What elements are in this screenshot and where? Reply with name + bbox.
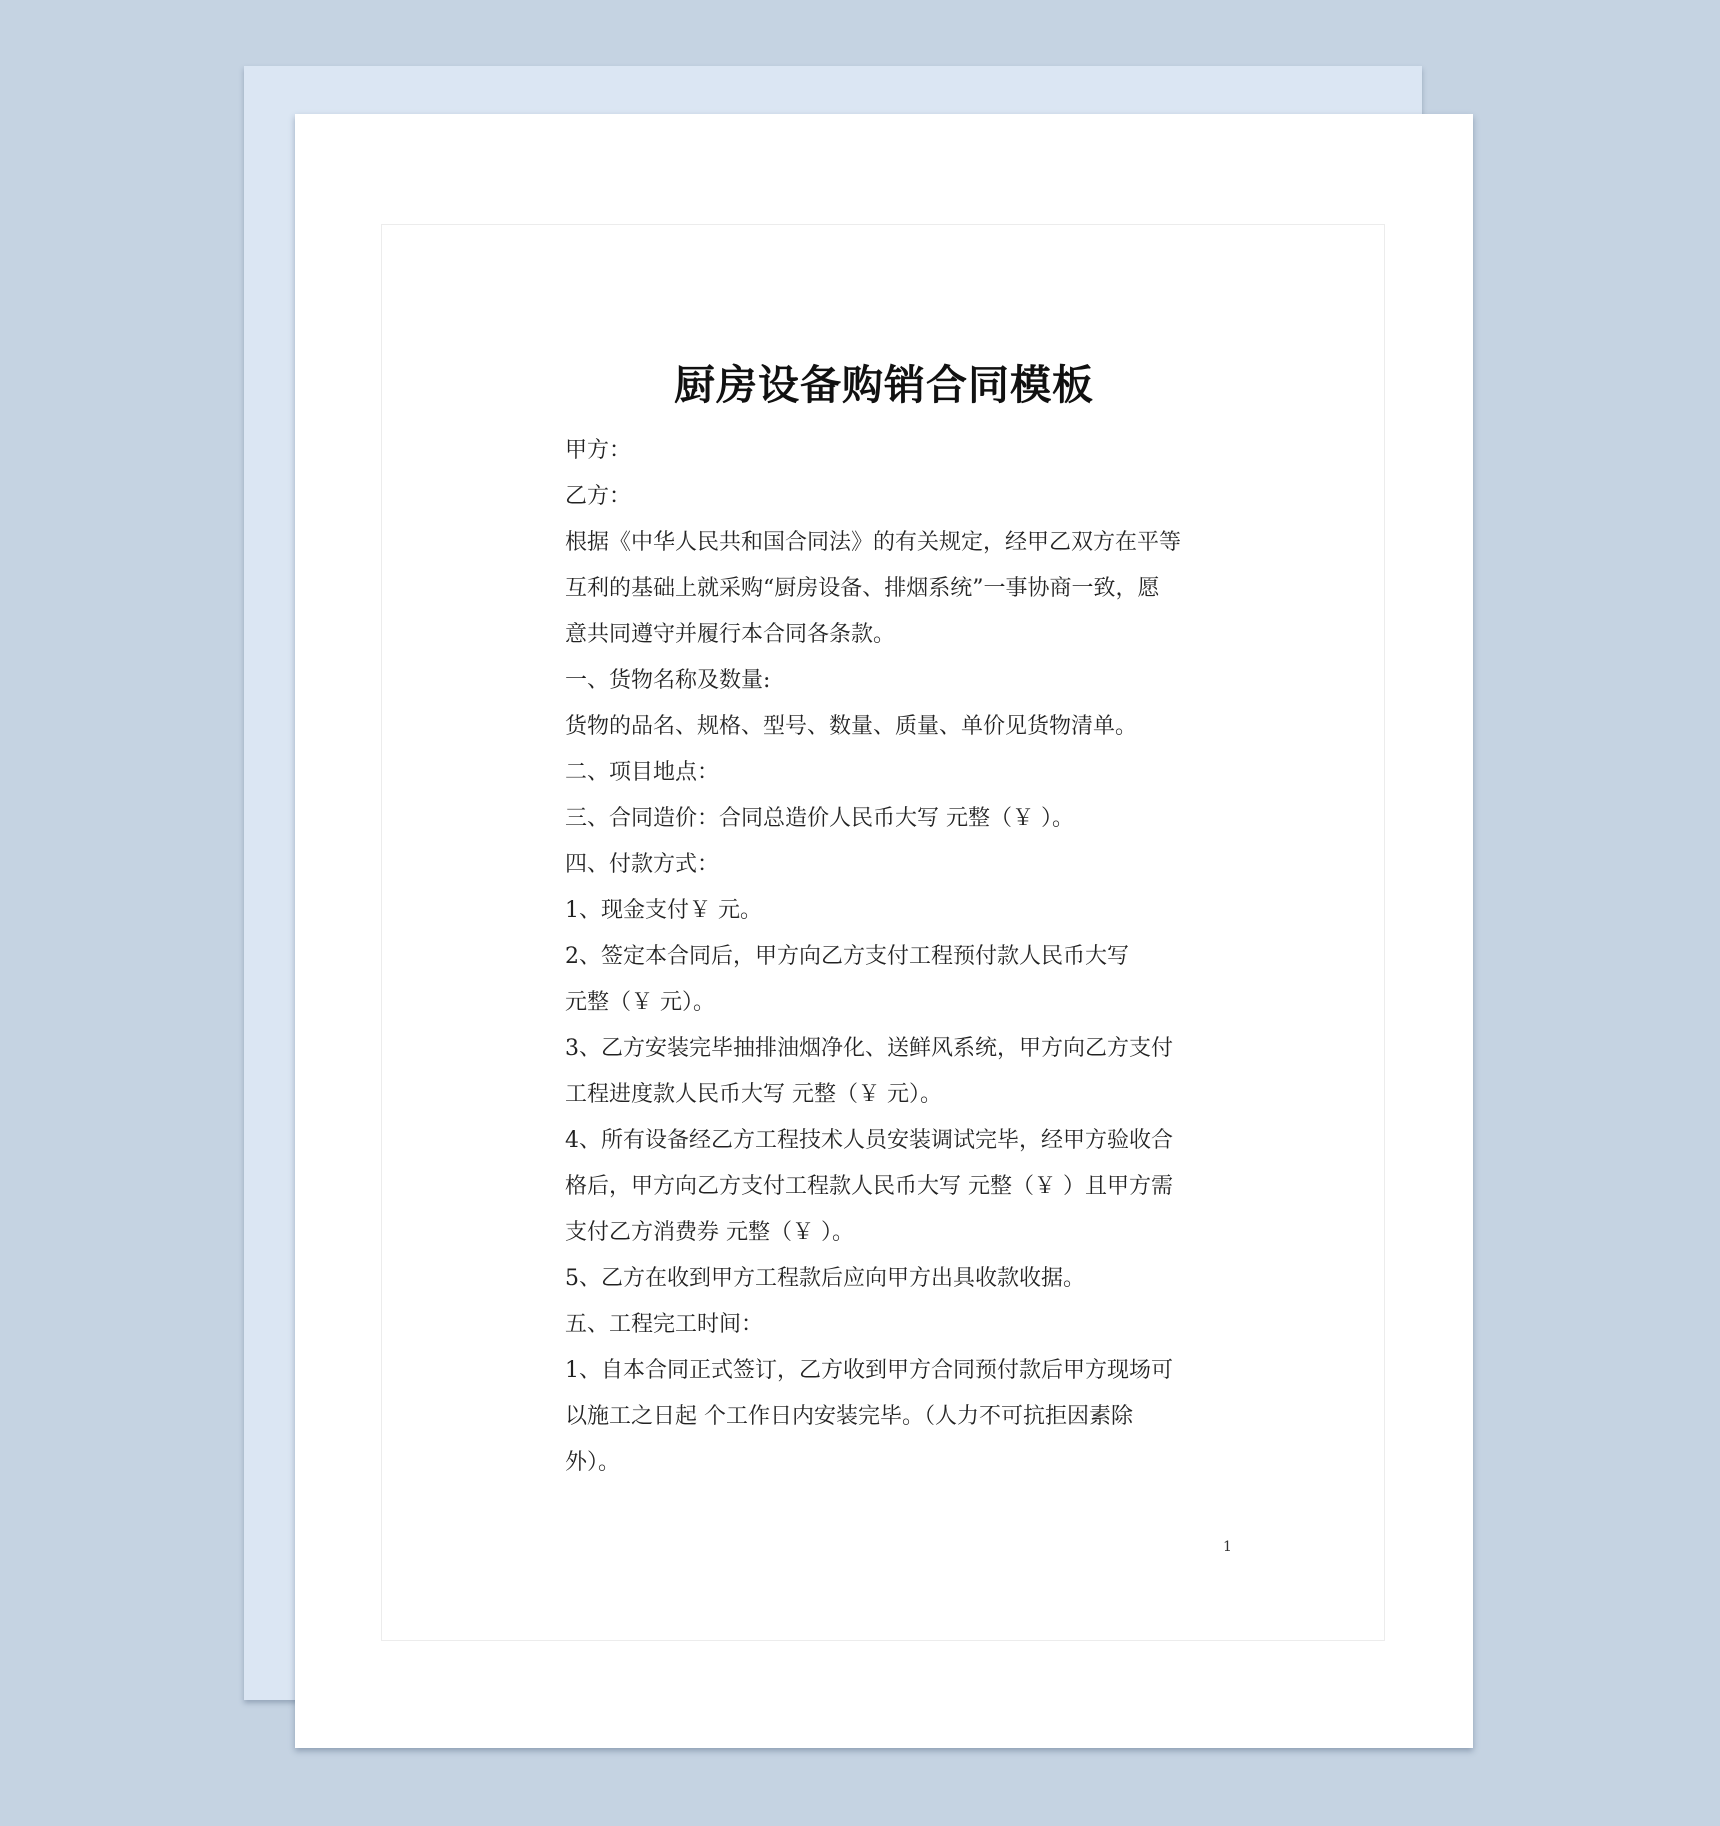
clause-line: 支付乙方消费券 元整（￥ ）。 — [565, 1220, 854, 1245]
clause-line: 元整（￥ 元）。 — [565, 990, 715, 1015]
section-heading-completion: 五、工程完工时间： — [565, 1312, 764, 1337]
party-a-line: 甲方： — [565, 438, 632, 463]
clause-line: 以施工之日起 个工作日内安装完毕。（人力不可抗拒因素除 — [565, 1404, 1133, 1429]
document-title: 厨房设备购销合同模板 — [674, 361, 1094, 409]
section-heading-payment: 四、付款方式： — [565, 852, 720, 877]
document-page — [295, 114, 1473, 1748]
page-number: 1 — [1223, 1539, 1232, 1555]
party-b-line: 乙方： — [565, 484, 632, 509]
clause-line: 2、签定本合同后，甲方向乙方支付工程预付款人民币大写 — [565, 944, 1129, 969]
section-heading-goods: 一、货物名称及数量: — [565, 668, 771, 693]
section-heading-price: 三、合同造价：合同总造价人民币大写 元整（￥ ）。 — [565, 806, 1074, 831]
preamble-line: 根据《中华人民共和国合同法》的有关规定，经甲乙双方在平等 — [565, 530, 1182, 555]
preamble-line: 意共同遵守并履行本合同各条款。 — [565, 622, 896, 647]
clause-line: 5、乙方在收到甲方工程款后应向甲方出具收款收据。 — [565, 1266, 1085, 1291]
document-body — [565, 428, 1245, 1486]
clause-line: 1、自本合同正式签订，乙方收到甲方合同预付款后甲方现场可 — [565, 1358, 1173, 1383]
clause-line: 1、现金支付￥ 元。 — [565, 898, 762, 923]
clause-line: 货物的品名、规格、型号、数量、质量、单价见货物清单。 — [565, 714, 1138, 739]
clause-line: 工程进度款人民币大写 元整（￥ 元）。 — [565, 1082, 942, 1107]
clause-line: 格后，甲方向乙方支付工程款人民币大写 元整（￥ ）且甲方需 — [565, 1174, 1173, 1199]
preamble-line: 互利的基础上就采购“厨房设备、排烟系统”一事协商一致，愿 — [565, 576, 1160, 601]
clause-line: 4、所有设备经乙方工程技术人员安装调试完毕，经甲方验收合 — [565, 1128, 1173, 1153]
section-heading-location: 二、项目地点： — [565, 760, 720, 785]
clause-line: 3、乙方安装完毕抽排油烟净化、送鲜风系统，甲方向乙方支付 — [565, 1036, 1173, 1061]
clause-line: 外）。 — [565, 1450, 621, 1475]
